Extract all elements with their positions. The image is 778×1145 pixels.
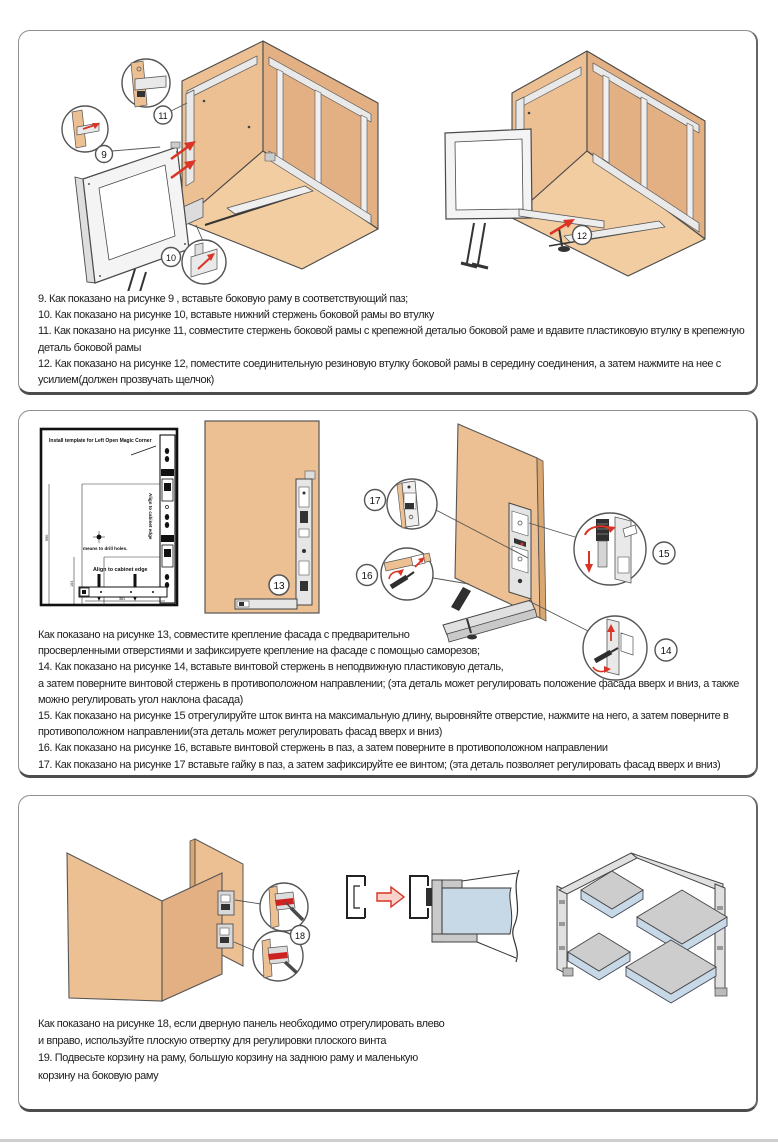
scan-edge	[0, 1139, 778, 1142]
instruction-line: Как показано на рисунке 13, совместите крепление фасада с предварительно	[38, 629, 410, 641]
instruction-line: усилием(должен прозвучать щелчок)	[38, 374, 214, 387]
instructions-13-17	[38, 627, 746, 773]
instruction-line: 9. Как показано на рисунке 9 , вставьте боковую раму в соответствующий паз;	[38, 293, 408, 305]
side-frame	[75, 142, 189, 291]
svg-text:Install template for Left Open: Install template for Left Open Magic Corner	[49, 438, 152, 444]
door-panel-adjusters	[443, 424, 546, 642]
basket-unit	[557, 853, 727, 1003]
instruction-line: 14. Как показано на рисунке 14, вставьте винтовой стержень в неподвижную пластиковую деталь,	[38, 661, 504, 674]
corner-cabinet-b	[512, 51, 705, 276]
instruction-line: и вправо, используйте плоскую отвертку для регулировки плоского винта	[38, 1035, 387, 1048]
instruction-line: а затем поверните винтовой стержень в противоположном направлении; (эта деталь может регулировать положение фасада вверх и вниз, а также	[38, 677, 739, 690]
instruction-line: можно регулировать угол наклона фасада)	[38, 693, 243, 706]
instruction-line: 11. Как показано на рисунке 11, совместите стержень боковой рамы с крепежной деталью боковой раме и вдавите пластиковую втулку в крепежную	[38, 325, 745, 338]
svg-text:Align to cabinet edge: Align to cabinet edge	[148, 493, 153, 540]
instruction-line: противоположном направлении(эта деталь может регулировать фасад вверх и вниз)	[38, 726, 443, 739]
instruction-line: корзину на боковую раму	[38, 1069, 159, 1082]
callout-16	[357, 548, 470, 600]
svg-text:Align to cabinet edge: Align to cabinet edge	[93, 567, 148, 573]
svg-text:16: 16	[361, 571, 373, 582]
basket-large-lower	[626, 940, 716, 1003]
svg-text:361: 361	[118, 597, 126, 601]
instruction-line: деталь боковой рамы	[38, 341, 142, 354]
instruction-line: 12. Как показано на рисунке 12, поместите соединительную резиновую втулку боковой рамы в середину соединения, а затем нажмите на нее с	[38, 357, 721, 370]
svg-text:means to drill holes.: means to drill holes.	[83, 546, 128, 551]
callout-18	[234, 883, 310, 981]
panel-steps-18-19	[18, 795, 758, 1112]
svg-text:10: 10	[165, 253, 177, 263]
svg-text:18: 18	[294, 931, 306, 941]
panel-steps-13-17	[18, 410, 758, 778]
svg-text:14: 14	[660, 646, 672, 657]
svg-text:590: 590	[45, 534, 49, 541]
basket-small-lower	[568, 933, 630, 980]
corner-cabinet-a	[182, 41, 378, 269]
figure-9-12-illustration	[19, 31, 755, 291]
instructions-18-19	[38, 1016, 746, 1085]
svg-text:12: 12	[576, 231, 588, 241]
instruction-line: просверленными отверстиями и зафиксируете крепление на фасаде с помощью саморезов;	[38, 645, 480, 658]
instruction-line: 19. Подвесьте корзину на раму, большую корзину на заднюю раму и маленькую	[38, 1052, 418, 1065]
panel-steps-9-12	[18, 30, 758, 395]
corner-door-panels	[67, 839, 243, 1001]
svg-text:15: 15	[658, 549, 670, 560]
insert-arrow-icon	[377, 887, 404, 907]
door-panel-bracket-13	[205, 421, 319, 613]
instruction-line: 15. Как показано на рисунке 15 отрегулируйте шток винта на максимальную длину, выровняйте отверстие, нажмите на него, а затем поверните в	[38, 710, 729, 723]
clip-cross-section	[347, 870, 519, 962]
instructions-9-12	[38, 291, 746, 388]
svg-text:9: 9	[101, 150, 107, 161]
svg-text:13: 13	[273, 581, 285, 592]
callout-9	[62, 106, 160, 163]
instruction-line: 17. Как показано на рисунке 17 вставьте гайку в паз, а затем зафиксируйте ее винтом; (эта деталь позволяет регулировать фасад вверх и вниз)	[38, 758, 721, 771]
instruction-line: 16. Как показано на рисунке 16, вставьте винтовой стержень в паз, а затем поверните в противоположном направлении	[38, 742, 608, 755]
drill-template	[41, 429, 177, 605]
instruction-line: Как показано на рисунке 18, если дверную панель необходимо отрегулировать влево	[38, 1018, 445, 1030]
svg-text:11: 11	[158, 111, 168, 121]
callout-11	[122, 59, 187, 124]
svg-text:104: 104	[70, 580, 74, 587]
callout-15	[529, 513, 675, 585]
basket-large-upper	[637, 890, 727, 953]
instruction-line: 10. Как показано на рисунке 10, вставьте нижний стержень боковой рамы во втулку	[38, 309, 434, 322]
svg-text:17: 17	[369, 496, 381, 507]
